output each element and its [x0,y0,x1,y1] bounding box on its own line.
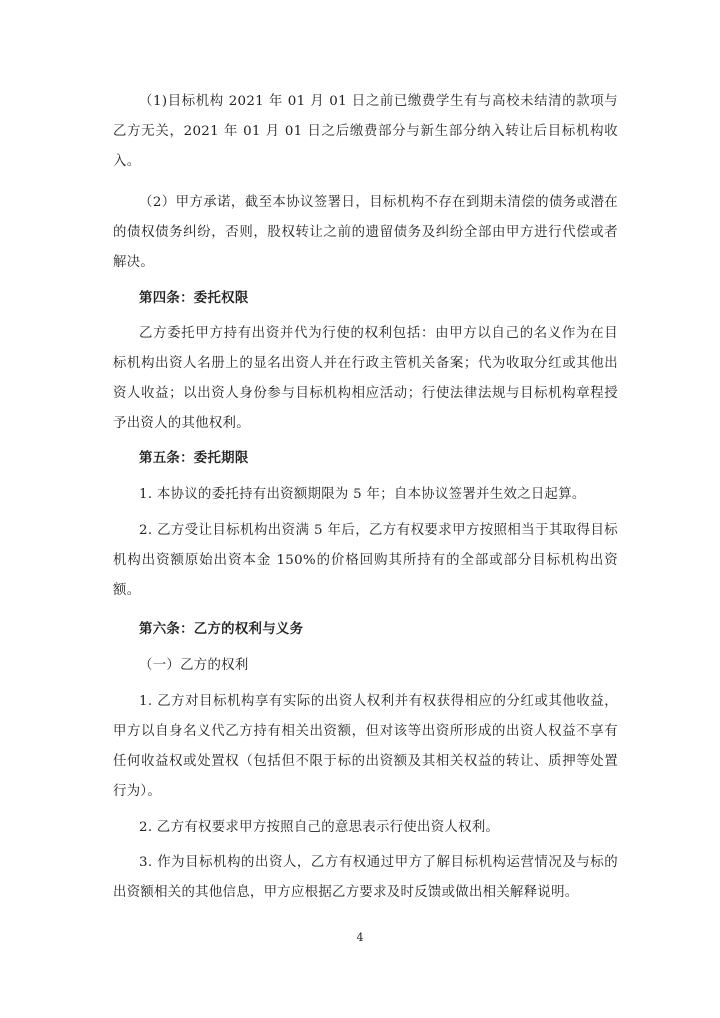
heading-article-4: 第四条：委托权限 [139,291,249,306]
heading-article-6: 第六条：乙方的权利与义务 [139,622,304,637]
paragraph-3: 乙方委托甲方持有出资并代为行使的权利包括：由甲方以自己的名义作为在目标机构出资人名册上的显名出资人并在行政主管机关备案；代为收取分红或其他出资人收益；以出资人身份参与目标机构相应活动；行使法律法规与目标机构章程授予出资人的其他权利。 [113,326,618,431]
page-number: 4 [356,931,364,944]
heading-article-5: 第五条：委托期限 [139,451,249,466]
paragraph-1: （1)目标机构 2021 年 01 月 01 日之前已缴费学生有与高校未结清的款项与乙方无关，2021 年 01 月 01 日之后缴费部分与新生部分纳入转让后目标机构收入。 [113,94,618,169]
paragraph-5: 2. 乙方受让目标机构出资满 5 年后，乙方有权要求甲方按照相当于其取得目标机构出资额原始出资本金 150%的价格回购其所持有的全部或部分目标机构出资额。 [113,523,618,598]
paragraph-6: 1. 乙方对目标机构享有实际的出资人权利并有权获得相应的分红或其他收益，甲方以自身名义代乙方持有相关出资额，但对该等出资所形成的出资人权益不享有任何收益权或处置权（包括但不限于标的出资额及其相关权益的转让、质押等处置行为）。 [113,694,618,799]
paragraph-7: 2. 乙方有权要求甲方按照自己的意思表示行使出资人权利。 [139,820,500,835]
paragraph-8: 3. 作为目标机构的出资人，乙方有权通过甲方了解目标机构运营情况及与标的出资额相关的其他信息，甲方应根据乙方要求及时反馈或做出相关解释说明。 [113,855,618,900]
subheading-rights: （一）乙方的权利 [139,658,249,673]
paragraph-4: 1. 本协议的委托持有出资额期限为 5 年；自本协议签署并生效之日起算。 [139,487,586,502]
paragraph-2: （2）甲方承诺，截至本协议签署日，目标机构不存在到期未清偿的债务或潜在的债权债务纠纷，否则，股权转让之前的遗留债务及纠纷全部由甲方进行代偿或者解决。 [113,195,618,270]
